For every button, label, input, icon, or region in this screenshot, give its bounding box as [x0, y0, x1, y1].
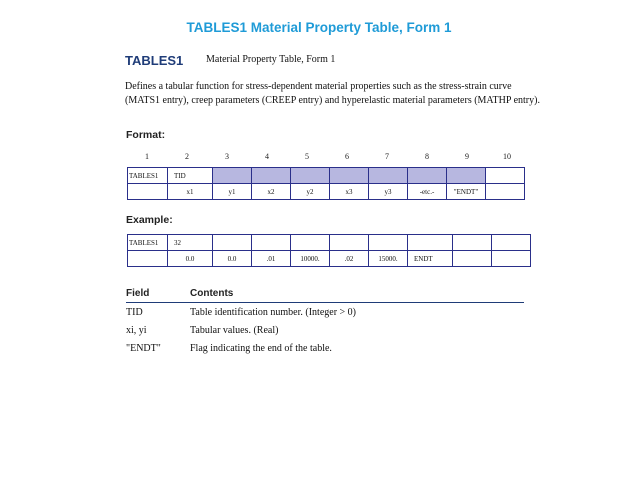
table-row — [128, 184, 525, 200]
table-cell — [128, 251, 168, 267]
table-cell: -etc.- — [408, 184, 447, 200]
table-cell: 0.0 — [213, 251, 252, 267]
table-cell: .01 — [252, 251, 291, 267]
column-number: 7 — [385, 152, 389, 161]
field-row — [126, 307, 526, 321]
field-name: TID — [126, 307, 143, 318]
column-numbers — [127, 152, 527, 164]
table-cell — [486, 168, 525, 184]
table-row — [128, 235, 531, 251]
field-row — [126, 325, 526, 339]
table-cell: 32 — [168, 235, 213, 251]
table-cell — [492, 251, 531, 267]
table-cell — [369, 235, 408, 251]
column-number: 5 — [305, 152, 309, 161]
table-cell: "ENDT" — [447, 184, 486, 200]
table-cell: 15000. — [369, 251, 408, 267]
table-cell — [252, 168, 291, 184]
column-number: 1 — [145, 152, 149, 161]
table-cell — [453, 235, 492, 251]
field-contents: Tabular values. (Real) — [190, 325, 279, 336]
slide-title: TABLES1 Material Property Table, Form 1 — [186, 20, 452, 35]
table-cell — [369, 168, 408, 184]
field-table-header — [126, 288, 524, 303]
column-number: 6 — [345, 152, 349, 161]
table-cell: TID — [168, 168, 213, 184]
table-cell: y2 — [291, 184, 330, 200]
table-cell: TABLES1 — [128, 235, 168, 251]
table-cell: y3 — [369, 184, 408, 200]
format-table — [127, 167, 525, 200]
column-number: 3 — [225, 152, 229, 161]
field-column-header: Field — [126, 288, 150, 299]
field-contents: Flag indicating the end of the table. — [190, 343, 332, 354]
field-name: "ENDT" — [126, 343, 161, 354]
table-cell — [291, 168, 330, 184]
table-cell — [291, 235, 330, 251]
table-cell: 0.0 — [168, 251, 213, 267]
field-name: xi, yi — [126, 325, 147, 336]
table-cell — [447, 168, 486, 184]
column-number: 9 — [465, 152, 469, 161]
contents-column-header: Contents — [190, 288, 234, 299]
table-cell — [330, 235, 369, 251]
table-cell: TABLES1 — [128, 168, 168, 184]
card-subtitle: Material Property Table, Form 1 — [206, 54, 336, 65]
card-title: TABLES1 — [125, 53, 184, 68]
table-cell — [408, 168, 447, 184]
table-cell: y1 — [213, 184, 252, 200]
table-cell — [408, 235, 453, 251]
field-contents: Table identification number. (Integer > 0) — [190, 307, 356, 318]
table-cell: 10000. — [291, 251, 330, 267]
table-cell — [330, 168, 369, 184]
format-heading: Format: — [126, 129, 166, 141]
example-heading: Example: — [126, 214, 173, 226]
column-number: 4 — [265, 152, 269, 161]
table-cell — [492, 235, 531, 251]
table-row — [128, 168, 525, 184]
table-cell: ENDT — [408, 251, 453, 267]
table-row — [128, 251, 531, 267]
column-number: 10 — [503, 152, 511, 161]
example-table — [127, 234, 531, 267]
column-number: 8 — [425, 152, 429, 161]
table-cell: x1 — [168, 184, 213, 200]
table-cell: x3 — [330, 184, 369, 200]
card-description: Defines a tabular function for stress-dependent material properties such as the stress-strain curve (MATS1 entry), creep parameters (CREEP entry) and hyperelastic material parameters (MATHP entry). — [125, 81, 540, 106]
table-cell — [213, 168, 252, 184]
table-cell — [213, 235, 252, 251]
table-cell — [252, 235, 291, 251]
field-row — [126, 343, 526, 357]
table-cell — [453, 251, 492, 267]
table-cell: x2 — [252, 184, 291, 200]
table-cell: .02 — [330, 251, 369, 267]
table-cell — [128, 184, 168, 200]
table-cell — [486, 184, 525, 200]
column-number: 2 — [185, 152, 189, 161]
